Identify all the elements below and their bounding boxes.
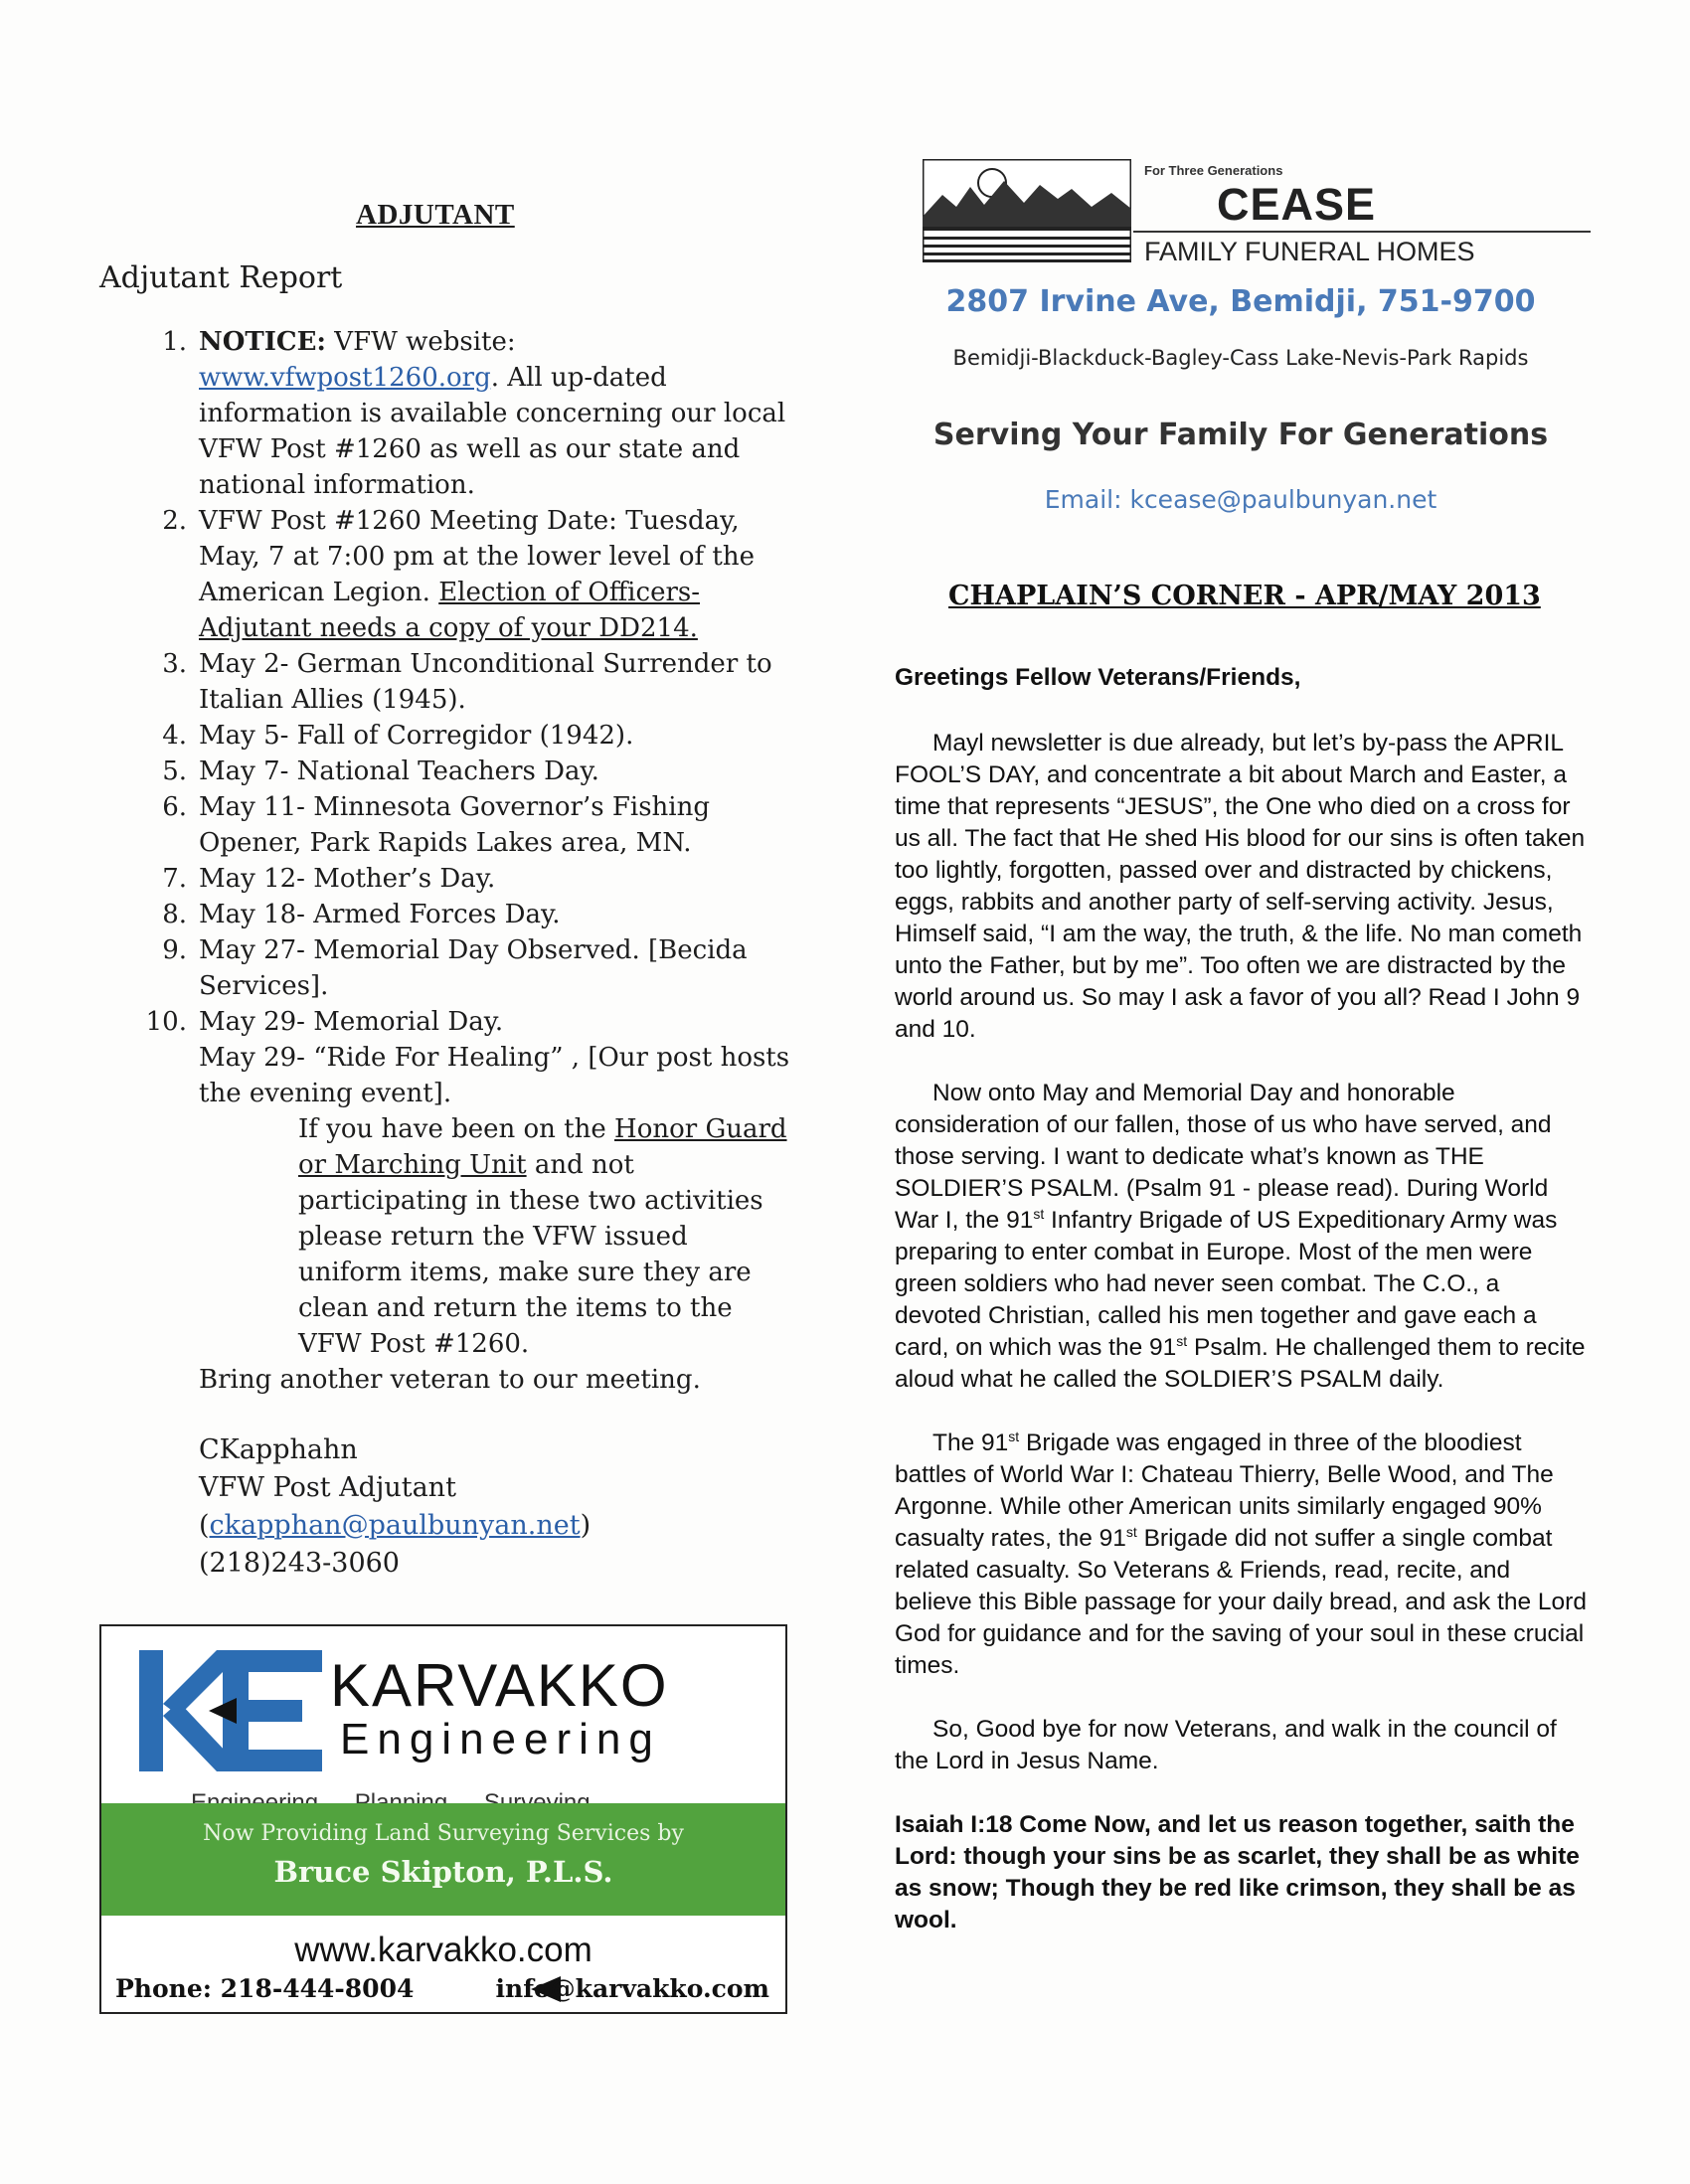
list-item [139,932,795,1004]
signature-title: VFW Post Adjutant [199,1472,456,1503]
vfw-website-link[interactable]: www.vfwpost1260.org [199,363,491,393]
bring-veteran: Bring another veteran to our meeting. [199,1365,701,1395]
adjutant-heading: ADJUTANT [356,199,515,231]
honor-post: and not participating in these two activities please return the VFW issued uniform items, make sure they are clean and return the items to the VFW Post #1260. [298,1150,763,1359]
chaplain-paragraph [895,1078,1591,1396]
item-text: VFW Post #1260 Meeting Date: Tuesday, May, 7 at 7:00 pm at the lower level of the American Legion. [199,506,755,607]
chaplain-title: CHAPLAIN’S CORNER - APR/MAY 2013 [948,581,1541,611]
item-text: May 5- Fall of Corregidor (1942). [199,721,634,751]
karvakko-website[interactable]: www.karvakko.com [294,1931,592,1969]
item-text: May 12- Mother’s Day. [199,864,496,894]
item-number: 10. [145,1007,187,1037]
list-item [139,324,795,503]
cease-towns: Bemidji-Blackduck-Bagley-Cass Lake-Nevis-Park Rapids [952,346,1529,370]
signature-block [199,1431,591,1583]
ride-for-healing: May 29- “Ride For Healing” , [Our post hosts the evening event]. [199,1043,790,1108]
paragraph-text: Brigade did not suffer a single combat related casualty. So Veterans & Friends, read, recite, and believe this Bible passage for your daily bread, and ask the Lord God for guidance and for the saving of your soul in these crucial times. [895,1525,1587,1679]
karvakko-green-band [101,1803,785,1916]
item-text: VFW website: [326,327,516,357]
band-line-1: Now Providing Land Surveying Services by [203,1821,684,1846]
cease-slogan: Serving Your Family For Generations [932,418,1549,452]
item-number: 4. [162,721,187,751]
signature-name: CKapphahn [199,1434,358,1465]
list-item [139,1004,795,1040]
chaplain-paragraph: So, Good bye for now Veterans, and walk in the council of the Lord in Jesus Name. [895,1716,1557,1774]
list-item [139,861,795,897]
ordinal-suffix: st [1125,1523,1137,1540]
lake-scene-logo [923,159,1131,262]
paren-open: ( [199,1510,210,1541]
adjutant-email-link[interactable]: ckapphan@paulbunyan.net [209,1510,581,1541]
item-number: 8. [162,900,187,929]
ordinal-suffix: st [1176,1332,1188,1349]
item-number: 9. [162,935,187,965]
item-text: May 27- Memorial Day Observed. [Becida Services]. [199,935,748,1001]
signature-phone: (218)243-3060 [199,1548,400,1579]
list-item [139,897,795,932]
item-text: May 2- German Unconditional Surrender to Italian Allies (1945). [199,649,772,715]
honor-pre: If you have been on the [298,1114,615,1144]
bible-verse: Isaiah I:18 Come Now, and let us reason together, saith the Lord: though your sins be as scarlet, they shall be as white as snow; Though they be red like crimson, they shall be as wool. [895,1811,1580,1933]
paragraph-text: Brigade was engaged in three of the bloodiest battles of World War I: Chateau Thierry, Belle Wood, and The Argonne. While other American units similarly engaged 90% casualty rates, the 91 [895,1429,1554,1552]
karvakko-phone: Phone: 218-444-8004 [115,1974,415,2003]
item-number: 5. [162,756,187,786]
karvakko-name: KARVAKKO [330,1652,669,1719]
chaplain-article [895,662,1591,1968]
item-number: 2. [162,506,187,536]
list-item [139,718,795,754]
list-item [139,646,795,718]
paragraph-text: Infantry Brigade of US Expeditionary Army was preparing to enter combat in Europe. Most of the men were green soldiers who had never seen combat. The C.O., a devoted Christian, called his men together and gave each a card, on which was the 91 [895,1207,1558,1361]
paragraph-text: Psalm. He challenged them to recite aloud what he called the SOLDIER’S PSALM daily. [895,1334,1586,1393]
item-number: 3. [162,649,187,679]
chaplain-paragraph [895,1428,1591,1682]
ordinal-suffix: st [1008,1428,1020,1444]
list-item [139,503,795,646]
item-text: May 11- Minnesota Governor’s Fishing Opener, Park Rapids Lakes area, MN. [199,792,711,858]
cease-tagline: For Three Generations [1144,163,1283,178]
chaplain-paragraph: Mayl newsletter is due already, but let’s by-pass the APRIL FOOL’S DAY, and concentrate a bit about March and Easter, a time that represents “JESUS”, the One who died on a cross for us all. The fact that He shed His blood for our sins is often taken too lightly, forgotten, passed over and distracted by chickens, eggs, rabbits and another party of self-serving activity. Jesus, Himself said, “I am the way, the truth, & the life. No man cometh unto the Father, but by me”. Too often we are distracted by the world around us. So may I ask a favor of you all? Read I John 9 and 10. [895,730,1586,1043]
paren-close: ) [580,1510,592,1541]
list-item [139,754,795,789]
cease-subtitle: FAMILY FUNERAL HOMES [1144,237,1475,266]
karvakko-sub: Engineering [340,1715,661,1764]
list-item [139,789,795,861]
item-number: 1. [162,327,187,357]
item-text: . All up-dated information is available concerning our local VFW Post #1260 as well as our state and national information. [199,363,786,500]
item-text: May 29- Memorial Day. [199,1007,504,1037]
item-number: 6. [162,792,187,822]
karvakko-ad [99,1624,787,2014]
cease-address: 2807 Irvine Ave, Bemidji, 751-9700 [945,284,1536,319]
notice-label: NOTICE: [199,327,327,357]
election-notice: Election of Officers-Adjutant needs a copy of your DD214. [199,578,701,643]
cease-funeral-ad [923,157,1589,535]
adjutant-report-list [139,324,795,1398]
karvakko-logo [119,1636,770,1785]
item-text: May 18- Armed Forces Day. [199,900,561,929]
karvakko-email[interactable]: info@karvakko.com [495,1974,769,2003]
adjutant-subheading: Adjutant Report [99,260,343,295]
band-line-2: Bruce Skipton, P.L.S. [273,1855,613,1889]
item-text: May 7- National Teachers Day. [199,756,599,786]
paragraph-text: The 91 [932,1429,1009,1456]
paragraph-text: Now onto May and Memorial Day and honorable consideration of our fallen, those of us who have served, and those serving. I want to dedicate what’s known as THE SOLDIER’S PSALM. (Psalm 91 - please read). During World War I, the 91 [895,1080,1552,1234]
honor-guard-label: Honor Guard or Marching Unit [298,1114,787,1180]
item-number: 7. [162,864,187,894]
chaplain-greeting: Greetings Fellow Veterans/Friends, [895,664,1301,691]
cease-email[interactable]: Email: kcease@paulbunyan.net [1044,485,1437,514]
ordinal-suffix: st [1033,1205,1045,1222]
honor-guard-notice [139,1111,795,1362]
divider [1133,231,1591,233]
cease-name: CEASE [1217,179,1377,230]
